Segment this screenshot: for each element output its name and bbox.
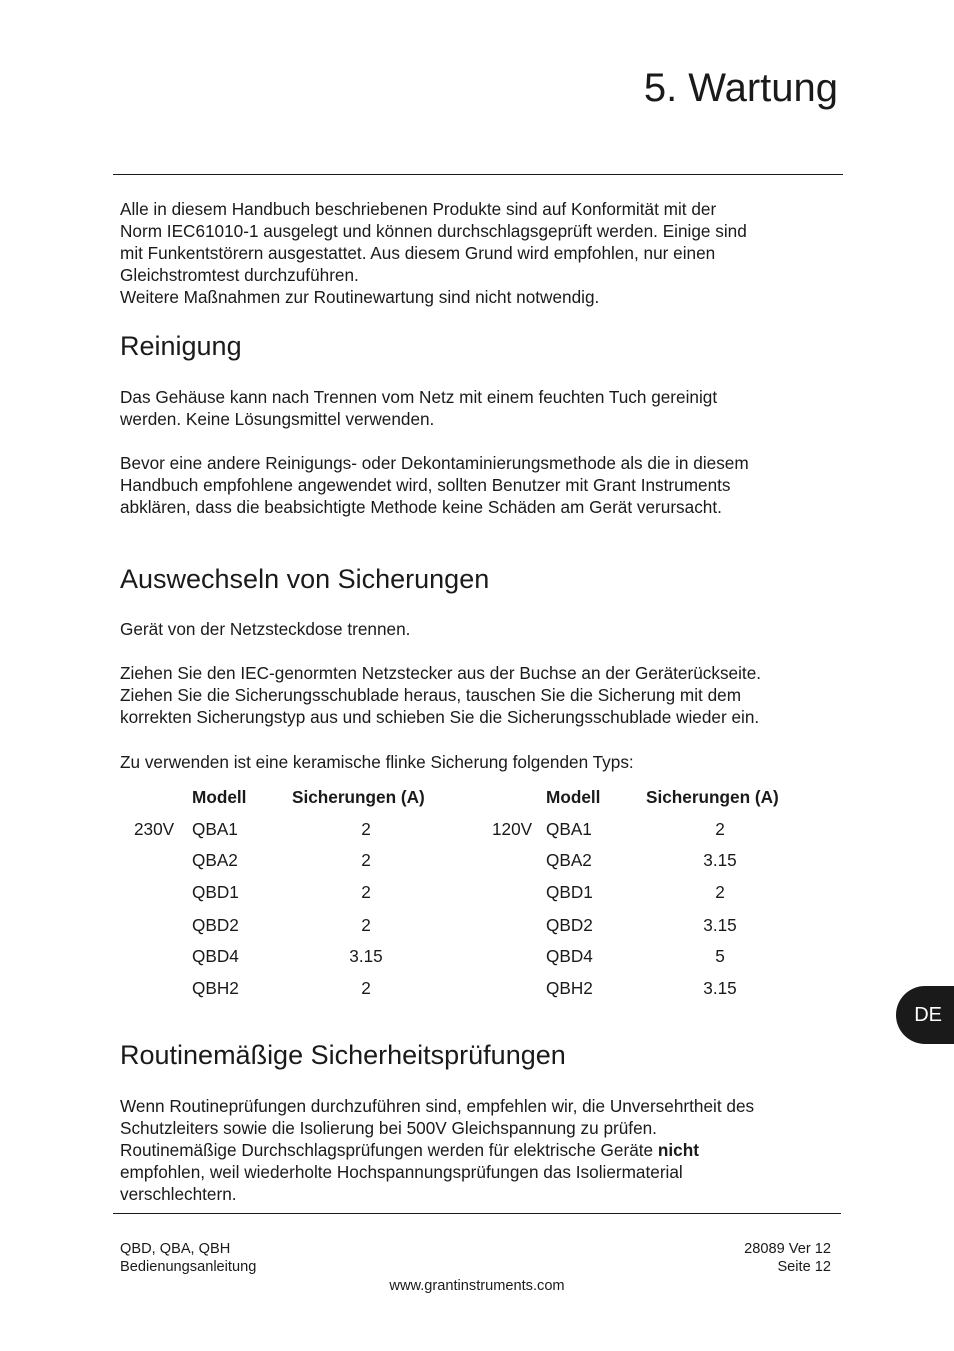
safety-line: empfohlen, weil wiederholte Hochspannungsprüfungen das Isoliermaterial bbox=[120, 1162, 683, 1182]
table-cell-fuse: 2 bbox=[715, 819, 725, 839]
footer-product: QBD, QBA, QBH bbox=[120, 1241, 231, 1257]
cleaning-line: abklären, dass die beabsichtigte Methode keine Schäden am Gerät verursacht. bbox=[120, 497, 722, 517]
table-cell-fuse: 3.15 bbox=[703, 850, 737, 870]
safety-paragraph bbox=[120, 1095, 840, 1205]
table-cell-model: QBD1 bbox=[192, 882, 239, 902]
table-header-fuse-left: Sicherungen (A) bbox=[292, 787, 425, 807]
fuses-line: Zu verwenden ist eine keramische flinke Sicherung folgenden Typs: bbox=[120, 752, 634, 772]
safety-line: Schutzleiters sowie die Isolierung bei 500V Gleichspannung zu prüfen. bbox=[120, 1118, 657, 1138]
safety-line: verschlechtern. bbox=[120, 1184, 237, 1204]
voltage-label-left: 230V bbox=[134, 819, 175, 839]
footer-doc-version: 28089 Ver 12 bbox=[744, 1241, 831, 1257]
table-cell-model: QBA1 bbox=[192, 819, 238, 839]
intro-line: Weitere Maßnahmen zur Routinewartung sind nicht notwendig. bbox=[120, 287, 600, 307]
table-cell-fuse: 5 bbox=[715, 946, 725, 966]
cleaning-paragraph-2 bbox=[120, 452, 840, 518]
intro-line: Norm IEC61010-1 ausgelegt und können durchschlagsgeprüft werden. Einige sind bbox=[120, 221, 747, 241]
language-tab-de: DE bbox=[896, 986, 954, 1044]
cleaning-line: Das Gehäuse kann nach Trennen vom Netz mit einem feuchten Tuch gereinigt bbox=[120, 387, 718, 407]
safety-line: Wenn Routineprüfungen durchzuführen sind, empfehlen wir, die Unversehrtheit des bbox=[120, 1096, 755, 1116]
cleaning-line: werden. Keine Lösungsmittel verwenden. bbox=[120, 409, 435, 429]
table-cell-fuse: 2 bbox=[361, 978, 371, 998]
table-cell-model: QBH2 bbox=[546, 978, 593, 998]
footer-manual: Bedienungsanleitung bbox=[120, 1259, 257, 1275]
fuses-paragraph-3 bbox=[120, 751, 840, 773]
table-cell-model: QBD4 bbox=[546, 946, 593, 966]
voltage-label-right: 120V bbox=[492, 819, 533, 839]
table-header-fuse-right: Sicherungen (A) bbox=[646, 787, 779, 807]
fuses-line: Ziehen Sie den IEC-genormten Netzstecker aus der Buchse an der Geräterückseite. bbox=[120, 663, 762, 683]
table-cell-model: QBD2 bbox=[192, 915, 239, 935]
intro-paragraph bbox=[120, 198, 840, 308]
table-cell-model: QBH2 bbox=[192, 978, 239, 998]
fuses-heading: Auswechseln von Sicherungen bbox=[120, 564, 490, 594]
safety-line-text: Routinemäßige Durchschlagsprüfungen werden für elektrische Geräte bbox=[120, 1140, 658, 1160]
table-cell-fuse: 3.15 bbox=[703, 978, 737, 998]
table-cell-fuse: 2 bbox=[361, 882, 371, 902]
table-cell-model: QBA2 bbox=[546, 850, 592, 870]
table-cell-fuse: 3.15 bbox=[349, 946, 383, 966]
intro-line: Alle in diesem Handbuch beschriebenen Produkte sind auf Konformität mit der bbox=[120, 199, 717, 219]
footer-divider bbox=[113, 1213, 841, 1214]
fuses-line: korrekten Sicherungstyp aus und schieben Sie die Sicherungsschublade wieder ein. bbox=[120, 707, 760, 727]
table-cell-model: QBD2 bbox=[546, 915, 593, 935]
table-cell-model: QBA2 bbox=[192, 850, 238, 870]
safety-line bbox=[120, 1139, 840, 1161]
table-cell-fuse: 2 bbox=[361, 850, 371, 870]
safety-emphasis: nicht bbox=[657, 1140, 699, 1160]
table-cell-fuse: 2 bbox=[361, 915, 371, 935]
table-cell-fuse: 2 bbox=[361, 819, 371, 839]
table-cell-fuse: 3.15 bbox=[703, 915, 737, 935]
cleaning-line: Bevor eine andere Reinigungs- oder Dekontaminierungsmethode als die in diesem bbox=[120, 453, 749, 473]
table-header-model-left: Modell bbox=[192, 787, 247, 807]
fuses-paragraph-2 bbox=[120, 662, 840, 728]
cleaning-heading: Reinigung bbox=[120, 331, 242, 361]
intro-line: Gleichstromtest durchzuführen. bbox=[120, 265, 359, 285]
cleaning-paragraph-1 bbox=[120, 386, 840, 430]
table-cell-model: QBD1 bbox=[546, 882, 593, 902]
table-cell-model: QBA1 bbox=[546, 819, 592, 839]
table-cell-model: QBD4 bbox=[192, 946, 239, 966]
table-cell-fuse: 2 bbox=[715, 882, 725, 902]
fuses-line: Gerät von der Netzsteckdose trennen. bbox=[120, 619, 411, 639]
fuses-paragraph-1 bbox=[120, 618, 840, 640]
safety-heading: Routinemäßige Sicherheitsprüfungen bbox=[120, 1040, 566, 1070]
footer-website: www.grantinstruments.com bbox=[389, 1278, 565, 1294]
footer-page-number: Seite 12 bbox=[777, 1259, 831, 1275]
intro-line: mit Funkentstörern ausgestattet. Aus diesem Grund wird empfohlen, nur einen bbox=[120, 243, 716, 263]
fuses-line: Ziehen Sie die Sicherungsschublade heraus, tauschen Sie die Sicherung mit dem bbox=[120, 685, 742, 705]
header-divider bbox=[113, 174, 843, 175]
page-title: 5. Wartung bbox=[643, 66, 838, 110]
table-header-model-right: Modell bbox=[546, 787, 601, 807]
cleaning-line: Handbuch empfohlene angewendet wird, sollten Benutzer mit Grant Instruments bbox=[120, 475, 731, 495]
